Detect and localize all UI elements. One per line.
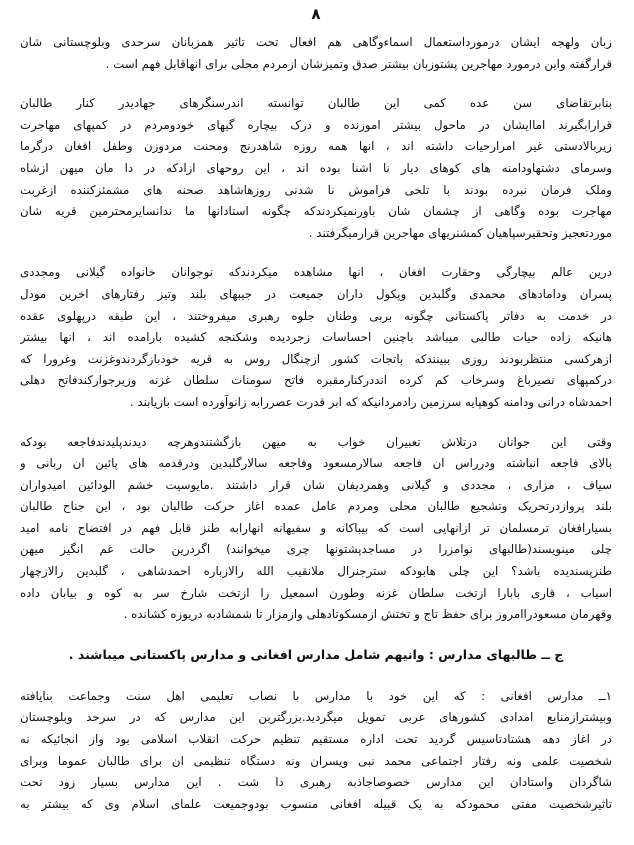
- text-line: سیاف ، مزاری ، مجددی و گیلانی وهمردیفان شان قرار داشتند .مایوسیت خشم الودائین امیدواران: [20, 477, 612, 492]
- text-line: بالای فاجعه انباشته ودرراس ان فاجعه سالارمسعود وفاجعه سالارگلبدین ودرقدمه های پائین ان ربانی و: [20, 456, 612, 471]
- text-line: وملک فرمان نبرده بودند با تلخی فراموش نا شدنی روزهاشاهد صحنه های مشمئزکننده ازغربت: [20, 182, 612, 197]
- text-line: شخصیت علمی ونه رفتار اجتماعی محمد نبی ویسران ونه دستگاه تنظیمی ان برای طالبان عموما وبرای: [20, 753, 612, 768]
- text-line: موردتعجیز وتحقیرسپاهیان کمشنریهای مهاجرین قرارمیگرفتند .: [308, 225, 612, 240]
- text-line: زبان ولهجه ایشان درمورداستعمال اسماءوگاهی هم افعال تحت تاثیر همزبانان سرحدی وبلوچستانی شان: [20, 35, 612, 49]
- paragraph-5: [20, 686, 612, 816]
- text-line: تاثیرشخصیت مفتی محمودکه به یک قبیله افغانی منسوب بودوجمیعت علمای اسلام وی که بیشتر به: [20, 796, 612, 811]
- text-line: وبیشترازمنابع امدادی کشورهای عربی تمویل میگردید.بزرگترین این مدارس که در سرحد وبلوچستان: [20, 710, 612, 725]
- text-line: بنابرتقاضای سن عده کمی این طالبان توانسته اندرسنگرهای جهادیدر کنار طالبان: [20, 96, 612, 111]
- text-line: پسران ودامادهای محمدی وگلبدین وپکول داران جمیعت در جیبهای بلند وتیز رفتارهای اخرین مودل: [20, 286, 612, 301]
- text-line: مهاجرت بوده وگاهی از چشمان شان باورنمیکردندکه چگونه استادانها ما ندانسایرمحترمین قریه شان: [20, 204, 612, 219]
- text-line: بلند پروازدرتحریک وتشجیع طالبان محلی ومردم عامل عمده اغاز حرکت طالبان بود ، این جناح طالبان: [20, 499, 612, 514]
- text-line: چلی مینویسند(طالبهای نوامزرا در مساجدپشتونها چری میخوانند) اگردرین حالت غم انگیز میهن: [20, 542, 612, 557]
- text-line: در اغاز دهه هشتادتاسیس گردید تحت اداره مستقیم تنظیم حرکت انقلاب اسلامی بود واز انجائیکه نه: [20, 732, 612, 747]
- text-line: وقتی این جوانان درتلاش تعبیران خواب به میهن بازگشتندوهرچه دیدندپلیدندفاجعه بودکه: [20, 434, 612, 449]
- text-line: درین عالم بیچارگی وحقارت افغان ، انها مشاهده میکردندکه نوجوانان خانواده گیلانی ومجددی: [20, 265, 612, 280]
- text-line: ۱ــ مدارس افغانی : که این خود با مدارس با نصاب تعلیمی اهل سنت وجماعت بنایافته: [20, 688, 612, 703]
- section-heading: ج ــ طالبهای مدارس : وانیهم شامل مدارس افغانی و مدارس پاکستانی میباشند .: [68, 646, 564, 662]
- text-line: زیربالادستی غیر امرارحیات داشته اند ، انها همه روزه شاهدرنج ومحنت مردوزن وطفل افغان درگرما: [20, 139, 612, 154]
- paragraph-2: [20, 93, 612, 244]
- paragraph-3: [20, 262, 612, 413]
- text-line: احمدشاه درانی ودامنه کوهپایه سرزمین رادمردانیکه که ابر قدرت عصررابه زانوآورده است بازیابند .: [129, 394, 612, 409]
- text-line: در خدمت به دفاتر پاکستانی چگونه بربی وطنان جلوه رهبری میفروختند ، این طبقه درپهلوی عقده: [20, 308, 612, 323]
- text-line: طنزپسندیده باشد؟ این چلی هابودکه سترجنرال ملانقیب الله رالازباره احمدشاهی ، گلبدین رالازچهار: [20, 564, 612, 579]
- text-line: قرارگفته واین درمورد مهاجرین پشتوزبان بیشتر صدق وتمیزشان ازمردم محلی برای انهاقابل فهم است .: [105, 56, 612, 71]
- text-line: ازهرکسی منتظربودند روزی ببینندکه باتجات کشور ازچنگال روس به قریه خودبازگردندوغزنت وغرورا که: [20, 351, 612, 366]
- text-line: وقهرمان مسعودراامروز برای حفظ تاج و تختش ازمسکوتادهلی وازمزار تا شمشادبه دریوزه کشانده .: [123, 607, 612, 622]
- page-number: ٨: [311, 5, 321, 23]
- text-line: اسیاب ، قاری بابارا ازتخت سلطان غزنه وطورن اسمعیل را ازتخت شارخ سر به کوه و بیابان داده: [20, 585, 612, 600]
- text-line: شاگردان واستادان این مدارس خصوصاجاذبه رهبری دا شت . این مدارس بسیار زود تحت: [20, 775, 612, 790]
- text-line: وسرمای دشتهاودامنه های کوهای دیار نا اشنا بوده اند ، این روحهای ازادکه در دا مان میهن ازشاه: [20, 160, 612, 175]
- text-line: بسیارافغان ترمسلمان تر ازانهایی است که بیباکانه و سفیهانه انهارابه طنز قابل فهم در افتضاح نامه امید: [20, 520, 612, 535]
- text-line: قرارابگیرند اماایشان در ماحول بیشتر اموزنده و درک بیچاره گیهای خودومردم در کمپهای مهاجرت: [20, 117, 612, 132]
- text-line: هانیکه زاده حیات طالبی میباشد باچنین احساسات زجردیده وشکنجه کشیده بارامده اند ، انها بیشتر: [20, 330, 612, 345]
- paragraph-1: [20, 32, 612, 75]
- text-line: درکمپهای نصیرباغ وسرخاب کم کرده انددرکنارمقبره فاتح سومنات سلطان غزنه وزیرجوارکندفاتح دهلی: [20, 373, 612, 388]
- paragraph-4: [20, 432, 612, 626]
